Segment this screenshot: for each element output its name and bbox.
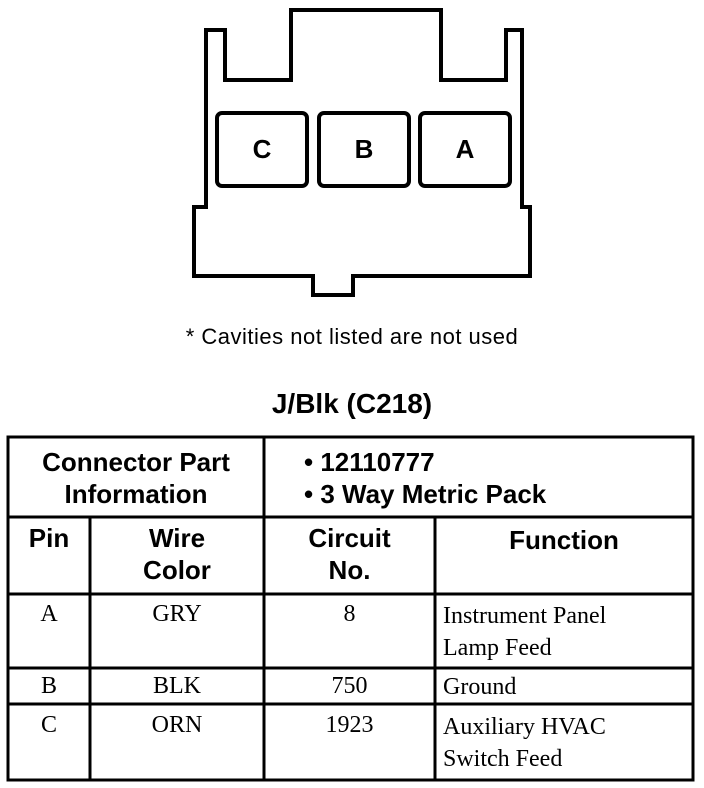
col-header-wire-color (90, 522, 264, 586)
col-header-circuit-line1: Circuit (308, 523, 391, 553)
cavity-label-b: B (354, 134, 374, 164)
row-a-color: GRY (152, 601, 202, 627)
row-a-function-line1: Instrument Panel (443, 603, 607, 629)
col-header-wire-color-line1: Wire (148, 523, 206, 553)
row-a-pin: A (40, 601, 58, 627)
part-info-values (304, 446, 689, 510)
row-a-function (443, 600, 691, 664)
col-header-pin-text: Pin (28, 523, 70, 553)
row-b-function-line1: Ground (443, 674, 517, 700)
row-b-function (443, 671, 691, 703)
col-header-circuit-line2: No. (328, 555, 371, 585)
unused-cavities-note: * Cavities not listed are not used (185, 324, 519, 349)
row-c-circuit: 1923 (325, 712, 374, 738)
cavity-label-a: A (455, 134, 475, 164)
col-header-function (435, 524, 693, 556)
row-c-function-line2: Switch Feed (443, 746, 563, 772)
row-c-function-line1: Auxiliary HVAC (443, 714, 606, 740)
row-b-color: BLK (153, 673, 201, 699)
row-a-circuit: 8 (343, 601, 356, 627)
col-header-function-text: Function (509, 525, 619, 555)
part-info-label (8, 446, 264, 510)
row-b-pin: B (40, 673, 57, 699)
part-info-label-line1: Connector Part (42, 447, 230, 477)
col-header-wire-color-line2: Color (143, 555, 211, 585)
row-c-pin: C (40, 712, 57, 738)
part-number: • 12110777 (304, 447, 435, 477)
connector-type: • 3 Way Metric Pack (304, 479, 547, 509)
row-c-function (443, 711, 691, 775)
part-info-label-line2: Information (64, 479, 208, 509)
connector-title: J/Blk (C218) (271, 388, 433, 419)
row-b-circuit: 750 (331, 673, 368, 699)
col-header-circuit-no (264, 522, 435, 586)
row-a-function-line2: Lamp Feed (443, 635, 552, 661)
cavity-label-c: C (252, 134, 272, 164)
col-header-pin (8, 522, 90, 554)
row-c-color: ORN (151, 712, 203, 738)
